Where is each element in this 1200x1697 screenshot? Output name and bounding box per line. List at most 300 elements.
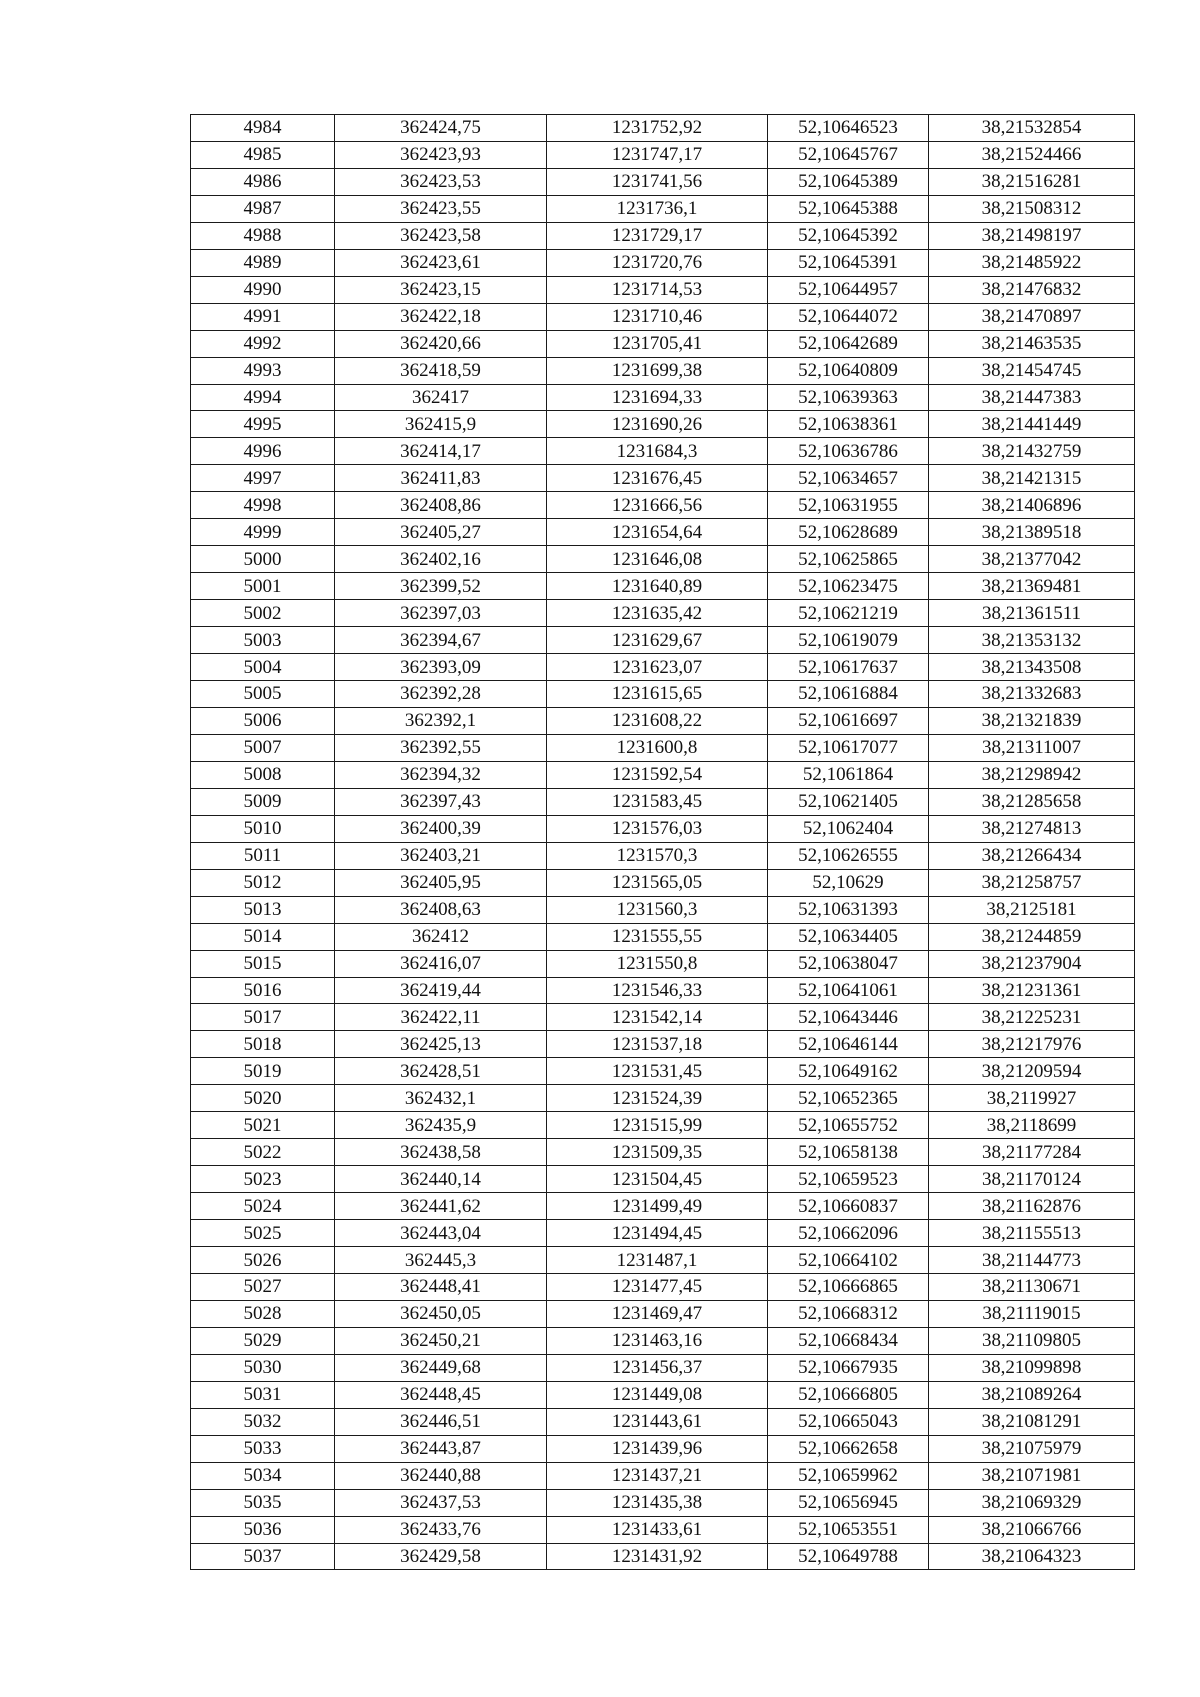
point-number-cell: 5029 [191, 1327, 335, 1354]
table-row [191, 1112, 1135, 1139]
table-row [191, 1381, 1135, 1408]
longitude-cell: 38,21075979 [929, 1435, 1135, 1462]
latitude-cell: 52,10634405 [768, 923, 929, 950]
point-number-cell: 5002 [191, 600, 335, 627]
y-coordinate-cell: 1231592,54 [547, 761, 768, 788]
point-number-cell: 5005 [191, 681, 335, 708]
table-row [191, 1516, 1135, 1543]
longitude-cell: 38,2118699 [929, 1112, 1135, 1139]
y-coordinate-cell: 1231714,53 [547, 276, 768, 303]
latitude-cell: 52,10638361 [768, 411, 929, 438]
longitude-cell: 38,21244859 [929, 923, 1135, 950]
latitude-cell: 52,10649788 [768, 1543, 929, 1570]
point-number-cell: 5022 [191, 1139, 335, 1166]
table-row [191, 303, 1135, 330]
table-row [191, 1408, 1135, 1435]
y-coordinate-cell: 1231690,26 [547, 411, 768, 438]
y-coordinate-cell: 1231433,61 [547, 1516, 768, 1543]
point-number-cell: 4989 [191, 249, 335, 276]
point-number-cell: 4992 [191, 330, 335, 357]
y-coordinate-cell: 1231550,8 [547, 950, 768, 977]
latitude-cell: 52,10617077 [768, 734, 929, 761]
longitude-cell: 38,21498197 [929, 222, 1135, 249]
x-coordinate-cell: 362405,95 [335, 869, 547, 896]
latitude-cell: 52,10668434 [768, 1327, 929, 1354]
x-coordinate-cell: 362422,11 [335, 1004, 547, 1031]
point-number-cell: 5032 [191, 1408, 335, 1435]
table-row [191, 330, 1135, 357]
longitude-cell: 38,2119927 [929, 1085, 1135, 1112]
latitude-cell: 52,10655752 [768, 1112, 929, 1139]
table-row [191, 1300, 1135, 1327]
point-number-cell: 5033 [191, 1435, 335, 1462]
table-row [191, 627, 1135, 654]
point-number-cell: 5027 [191, 1273, 335, 1300]
x-coordinate-cell: 362408,86 [335, 492, 547, 519]
point-number-cell: 4984 [191, 115, 335, 142]
x-coordinate-cell: 362423,58 [335, 222, 547, 249]
table-row [191, 276, 1135, 303]
x-coordinate-cell: 362399,52 [335, 573, 547, 600]
latitude-cell: 52,10646523 [768, 115, 929, 142]
latitude-cell: 52,10653551 [768, 1516, 929, 1543]
y-coordinate-cell: 1231576,03 [547, 815, 768, 842]
x-coordinate-cell: 362448,45 [335, 1381, 547, 1408]
point-number-cell: 4996 [191, 438, 335, 465]
x-coordinate-cell: 362418,59 [335, 357, 547, 384]
point-number-cell: 4993 [191, 357, 335, 384]
table-row [191, 707, 1135, 734]
table-row [191, 1166, 1135, 1193]
x-coordinate-cell: 362423,55 [335, 195, 547, 222]
point-number-cell: 5016 [191, 977, 335, 1004]
y-coordinate-cell: 1231646,08 [547, 546, 768, 573]
point-number-cell: 5015 [191, 950, 335, 977]
coordinates-table [190, 114, 1135, 1570]
y-coordinate-cell: 1231752,92 [547, 115, 768, 142]
x-coordinate-cell: 362443,04 [335, 1220, 547, 1247]
x-coordinate-cell: 362402,16 [335, 546, 547, 573]
latitude-cell: 52,10643446 [768, 1004, 929, 1031]
point-number-cell: 5037 [191, 1543, 335, 1570]
longitude-cell: 38,21353132 [929, 627, 1135, 654]
latitude-cell: 52,10645392 [768, 222, 929, 249]
y-coordinate-cell: 1231747,17 [547, 141, 768, 168]
latitude-cell: 52,1061864 [768, 761, 929, 788]
point-number-cell: 5013 [191, 896, 335, 923]
point-number-cell: 5036 [191, 1516, 335, 1543]
table-row [191, 681, 1135, 708]
latitude-cell: 52,10631955 [768, 492, 929, 519]
point-number-cell: 5018 [191, 1031, 335, 1058]
x-coordinate-cell: 362440,88 [335, 1462, 547, 1489]
latitude-cell: 52,10625865 [768, 546, 929, 573]
y-coordinate-cell: 1231435,38 [547, 1489, 768, 1516]
point-number-cell: 5009 [191, 788, 335, 815]
longitude-cell: 38,21274813 [929, 815, 1135, 842]
table-row [191, 1004, 1135, 1031]
point-number-cell: 4994 [191, 384, 335, 411]
longitude-cell: 38,21170124 [929, 1166, 1135, 1193]
longitude-cell: 38,21144773 [929, 1247, 1135, 1274]
x-coordinate-cell: 362392,1 [335, 707, 547, 734]
point-number-cell: 5034 [191, 1462, 335, 1489]
latitude-cell: 52,10665043 [768, 1408, 929, 1435]
y-coordinate-cell: 1231720,76 [547, 249, 768, 276]
longitude-cell: 38,21285658 [929, 788, 1135, 815]
x-coordinate-cell: 362423,93 [335, 141, 547, 168]
x-coordinate-cell: 362423,15 [335, 276, 547, 303]
point-number-cell: 5006 [191, 707, 335, 734]
latitude-cell: 52,10629 [768, 869, 929, 896]
latitude-cell: 52,10623475 [768, 573, 929, 600]
y-coordinate-cell: 1231635,42 [547, 600, 768, 627]
table-row [191, 1462, 1135, 1489]
longitude-cell: 38,21369481 [929, 573, 1135, 600]
x-coordinate-cell: 362423,53 [335, 168, 547, 195]
latitude-cell: 52,10641061 [768, 977, 929, 1004]
y-coordinate-cell: 1231600,8 [547, 734, 768, 761]
point-number-cell: 5000 [191, 546, 335, 573]
y-coordinate-cell: 1231710,46 [547, 303, 768, 330]
y-coordinate-cell: 1231699,38 [547, 357, 768, 384]
x-coordinate-cell: 362450,05 [335, 1300, 547, 1327]
longitude-cell: 38,21421315 [929, 465, 1135, 492]
point-number-cell: 5026 [191, 1247, 335, 1274]
table-row [191, 546, 1135, 573]
table-row [191, 1058, 1135, 1085]
latitude-cell: 52,10642689 [768, 330, 929, 357]
longitude-cell: 38,21071981 [929, 1462, 1135, 1489]
y-coordinate-cell: 1231449,08 [547, 1381, 768, 1408]
longitude-cell: 38,21069329 [929, 1489, 1135, 1516]
y-coordinate-cell: 1231654,64 [547, 519, 768, 546]
latitude-cell: 52,10666805 [768, 1381, 929, 1408]
longitude-cell: 38,21516281 [929, 168, 1135, 195]
latitude-cell: 52,10616697 [768, 707, 929, 734]
x-coordinate-cell: 362422,18 [335, 303, 547, 330]
longitude-cell: 38,21361511 [929, 600, 1135, 627]
longitude-cell: 38,21311007 [929, 734, 1135, 761]
table-row [191, 168, 1135, 195]
x-coordinate-cell: 362448,41 [335, 1273, 547, 1300]
table-row [191, 1489, 1135, 1516]
x-coordinate-cell: 362424,75 [335, 115, 547, 142]
x-coordinate-cell: 362449,68 [335, 1354, 547, 1381]
table-row [191, 519, 1135, 546]
longitude-cell: 38,21321839 [929, 707, 1135, 734]
point-number-cell: 5008 [191, 761, 335, 788]
point-number-cell: 5025 [191, 1220, 335, 1247]
y-coordinate-cell: 1231504,45 [547, 1166, 768, 1193]
x-coordinate-cell: 362394,32 [335, 761, 547, 788]
table-row [191, 1085, 1135, 1112]
y-coordinate-cell: 1231531,45 [547, 1058, 768, 1085]
point-number-cell: 5024 [191, 1193, 335, 1220]
latitude-cell: 52,10639363 [768, 384, 929, 411]
table-row [191, 411, 1135, 438]
x-coordinate-cell: 362433,76 [335, 1516, 547, 1543]
longitude-cell: 38,21447383 [929, 384, 1135, 411]
table-row [191, 492, 1135, 519]
table-row [191, 1193, 1135, 1220]
y-coordinate-cell: 1231729,17 [547, 222, 768, 249]
table-row [191, 896, 1135, 923]
table-row [191, 1220, 1135, 1247]
y-coordinate-cell: 1231694,33 [547, 384, 768, 411]
table-row [191, 222, 1135, 249]
x-coordinate-cell: 362441,62 [335, 1193, 547, 1220]
point-number-cell: 4995 [191, 411, 335, 438]
point-number-cell: 4988 [191, 222, 335, 249]
x-coordinate-cell: 362443,87 [335, 1435, 547, 1462]
point-number-cell: 5019 [191, 1058, 335, 1085]
latitude-cell: 52,10656945 [768, 1489, 929, 1516]
point-number-cell: 5017 [191, 1004, 335, 1031]
latitude-cell: 52,1062404 [768, 815, 929, 842]
latitude-cell: 52,10668312 [768, 1300, 929, 1327]
table-row [191, 788, 1135, 815]
x-coordinate-cell: 362438,58 [335, 1139, 547, 1166]
table-row [191, 384, 1135, 411]
y-coordinate-cell: 1231570,3 [547, 842, 768, 869]
y-coordinate-cell: 1231477,45 [547, 1273, 768, 1300]
table-row [191, 1031, 1135, 1058]
table-row [191, 1354, 1135, 1381]
y-coordinate-cell: 1231615,65 [547, 681, 768, 708]
x-coordinate-cell: 362397,43 [335, 788, 547, 815]
x-coordinate-cell: 362446,51 [335, 1408, 547, 1435]
x-coordinate-cell: 362416,07 [335, 950, 547, 977]
longitude-cell: 38,21406896 [929, 492, 1135, 519]
x-coordinate-cell: 362420,66 [335, 330, 547, 357]
longitude-cell: 38,21225231 [929, 1004, 1135, 1031]
longitude-cell: 38,21217976 [929, 1031, 1135, 1058]
table-row [191, 950, 1135, 977]
x-coordinate-cell: 362445,3 [335, 1247, 547, 1274]
y-coordinate-cell: 1231437,21 [547, 1462, 768, 1489]
x-coordinate-cell: 362428,51 [335, 1058, 547, 1085]
x-coordinate-cell: 362392,55 [335, 734, 547, 761]
latitude-cell: 52,10644957 [768, 276, 929, 303]
longitude-cell: 38,21099898 [929, 1354, 1135, 1381]
longitude-cell: 38,21064323 [929, 1543, 1135, 1570]
y-coordinate-cell: 1231555,55 [547, 923, 768, 950]
longitude-cell: 38,21162876 [929, 1193, 1135, 1220]
point-number-cell: 4987 [191, 195, 335, 222]
x-coordinate-cell: 362450,21 [335, 1327, 547, 1354]
y-coordinate-cell: 1231684,3 [547, 438, 768, 465]
point-number-cell: 5031 [191, 1381, 335, 1408]
table-row [191, 465, 1135, 492]
y-coordinate-cell: 1231524,39 [547, 1085, 768, 1112]
table-row [191, 1273, 1135, 1300]
y-coordinate-cell: 1231542,14 [547, 1004, 768, 1031]
point-number-cell: 5023 [191, 1166, 335, 1193]
x-coordinate-cell: 362415,9 [335, 411, 547, 438]
x-coordinate-cell: 362397,03 [335, 600, 547, 627]
y-coordinate-cell: 1231676,45 [547, 465, 768, 492]
longitude-cell: 38,21377042 [929, 546, 1135, 573]
latitude-cell: 52,10662658 [768, 1435, 929, 1462]
point-number-cell: 5014 [191, 923, 335, 950]
latitude-cell: 52,10619079 [768, 627, 929, 654]
latitude-cell: 52,10626555 [768, 842, 929, 869]
y-coordinate-cell: 1231629,67 [547, 627, 768, 654]
y-coordinate-cell: 1231608,22 [547, 707, 768, 734]
longitude-cell: 38,21476832 [929, 276, 1135, 303]
table-row [191, 1247, 1135, 1274]
y-coordinate-cell: 1231666,56 [547, 492, 768, 519]
longitude-cell: 38,21432759 [929, 438, 1135, 465]
x-coordinate-cell: 362423,61 [335, 249, 547, 276]
longitude-cell: 38,21177284 [929, 1139, 1135, 1166]
y-coordinate-cell: 1231560,3 [547, 896, 768, 923]
point-number-cell: 5003 [191, 627, 335, 654]
point-number-cell: 5001 [191, 573, 335, 600]
latitude-cell: 52,10649162 [768, 1058, 929, 1085]
x-coordinate-cell: 362435,9 [335, 1112, 547, 1139]
point-number-cell: 5011 [191, 842, 335, 869]
longitude-cell: 38,21231361 [929, 977, 1135, 1004]
longitude-cell: 38,21209594 [929, 1058, 1135, 1085]
latitude-cell: 52,10617637 [768, 654, 929, 681]
latitude-cell: 52,10645391 [768, 249, 929, 276]
table-row [191, 573, 1135, 600]
table-row [191, 977, 1135, 1004]
x-coordinate-cell: 362411,83 [335, 465, 547, 492]
latitude-cell: 52,10645389 [768, 168, 929, 195]
table-row [191, 1543, 1135, 1570]
longitude-cell: 38,21130671 [929, 1273, 1135, 1300]
table-row [191, 249, 1135, 276]
table-row [191, 923, 1135, 950]
y-coordinate-cell: 1231439,96 [547, 1435, 768, 1462]
point-number-cell: 4997 [191, 465, 335, 492]
table-row [191, 1327, 1135, 1354]
point-number-cell: 5028 [191, 1300, 335, 1327]
longitude-cell: 38,21298942 [929, 761, 1135, 788]
longitude-cell: 38,21343508 [929, 654, 1135, 681]
longitude-cell: 38,21389518 [929, 519, 1135, 546]
table-row [191, 115, 1135, 142]
latitude-cell: 52,10638047 [768, 950, 929, 977]
longitude-cell: 38,21508312 [929, 195, 1135, 222]
longitude-cell: 38,21237904 [929, 950, 1135, 977]
y-coordinate-cell: 1231546,33 [547, 977, 768, 1004]
table-row [191, 842, 1135, 869]
latitude-cell: 52,10621219 [768, 600, 929, 627]
latitude-cell: 52,10662096 [768, 1220, 929, 1247]
point-number-cell: 4999 [191, 519, 335, 546]
coordinates-table-body [191, 115, 1135, 1570]
x-coordinate-cell: 362403,21 [335, 842, 547, 869]
y-coordinate-cell: 1231509,35 [547, 1139, 768, 1166]
y-coordinate-cell: 1231515,99 [547, 1112, 768, 1139]
y-coordinate-cell: 1231736,1 [547, 195, 768, 222]
longitude-cell: 38,21066766 [929, 1516, 1135, 1543]
y-coordinate-cell: 1231623,07 [547, 654, 768, 681]
point-number-cell: 4990 [191, 276, 335, 303]
x-coordinate-cell: 362425,13 [335, 1031, 547, 1058]
longitude-cell: 38,2125181 [929, 896, 1135, 923]
table-row [191, 141, 1135, 168]
longitude-cell: 38,21332683 [929, 681, 1135, 708]
y-coordinate-cell: 1231565,05 [547, 869, 768, 896]
latitude-cell: 52,10660837 [768, 1193, 929, 1220]
table-row [191, 438, 1135, 465]
x-coordinate-cell: 362392,28 [335, 681, 547, 708]
latitude-cell: 52,10645767 [768, 141, 929, 168]
longitude-cell: 38,21089264 [929, 1381, 1135, 1408]
latitude-cell: 52,10645388 [768, 195, 929, 222]
table-row [191, 1435, 1135, 1462]
table-row [191, 815, 1135, 842]
y-coordinate-cell: 1231583,45 [547, 788, 768, 815]
x-coordinate-cell: 362417 [335, 384, 547, 411]
table-row [191, 869, 1135, 896]
table-row [191, 654, 1135, 681]
longitude-cell: 38,21524466 [929, 141, 1135, 168]
latitude-cell: 52,10664102 [768, 1247, 929, 1274]
latitude-cell: 52,10621405 [768, 788, 929, 815]
point-number-cell: 5010 [191, 815, 335, 842]
latitude-cell: 52,10628689 [768, 519, 929, 546]
longitude-cell: 38,21454745 [929, 357, 1135, 384]
y-coordinate-cell: 1231640,89 [547, 573, 768, 600]
x-coordinate-cell: 362419,44 [335, 977, 547, 1004]
longitude-cell: 38,21470897 [929, 303, 1135, 330]
point-number-cell: 5035 [191, 1489, 335, 1516]
latitude-cell: 52,10666865 [768, 1273, 929, 1300]
latitude-cell: 52,10636786 [768, 438, 929, 465]
point-number-cell: 5007 [191, 734, 335, 761]
y-coordinate-cell: 1231487,1 [547, 1247, 768, 1274]
y-coordinate-cell: 1231494,45 [547, 1220, 768, 1247]
x-coordinate-cell: 362405,27 [335, 519, 547, 546]
x-coordinate-cell: 362432,1 [335, 1085, 547, 1112]
y-coordinate-cell: 1231431,92 [547, 1543, 768, 1570]
latitude-cell: 52,10631393 [768, 896, 929, 923]
longitude-cell: 38,21081291 [929, 1408, 1135, 1435]
latitude-cell: 52,10616884 [768, 681, 929, 708]
x-coordinate-cell: 362400,39 [335, 815, 547, 842]
latitude-cell: 52,10667935 [768, 1354, 929, 1381]
longitude-cell: 38,21441449 [929, 411, 1135, 438]
longitude-cell: 38,21119015 [929, 1300, 1135, 1327]
longitude-cell: 38,21109805 [929, 1327, 1135, 1354]
x-coordinate-cell: 362408,63 [335, 896, 547, 923]
point-number-cell: 5012 [191, 869, 335, 896]
latitude-cell: 52,10644072 [768, 303, 929, 330]
x-coordinate-cell: 362393,09 [335, 654, 547, 681]
longitude-cell: 38,21258757 [929, 869, 1135, 896]
y-coordinate-cell: 1231741,56 [547, 168, 768, 195]
x-coordinate-cell: 362440,14 [335, 1166, 547, 1193]
point-number-cell: 4986 [191, 168, 335, 195]
longitude-cell: 38,21155513 [929, 1220, 1135, 1247]
latitude-cell: 52,10658138 [768, 1139, 929, 1166]
y-coordinate-cell: 1231705,41 [547, 330, 768, 357]
table-row [191, 600, 1135, 627]
point-number-cell: 5021 [191, 1112, 335, 1139]
latitude-cell: 52,10634657 [768, 465, 929, 492]
y-coordinate-cell: 1231463,16 [547, 1327, 768, 1354]
table-row [191, 734, 1135, 761]
point-number-cell: 5004 [191, 654, 335, 681]
point-number-cell: 5030 [191, 1354, 335, 1381]
x-coordinate-cell: 362414,17 [335, 438, 547, 465]
